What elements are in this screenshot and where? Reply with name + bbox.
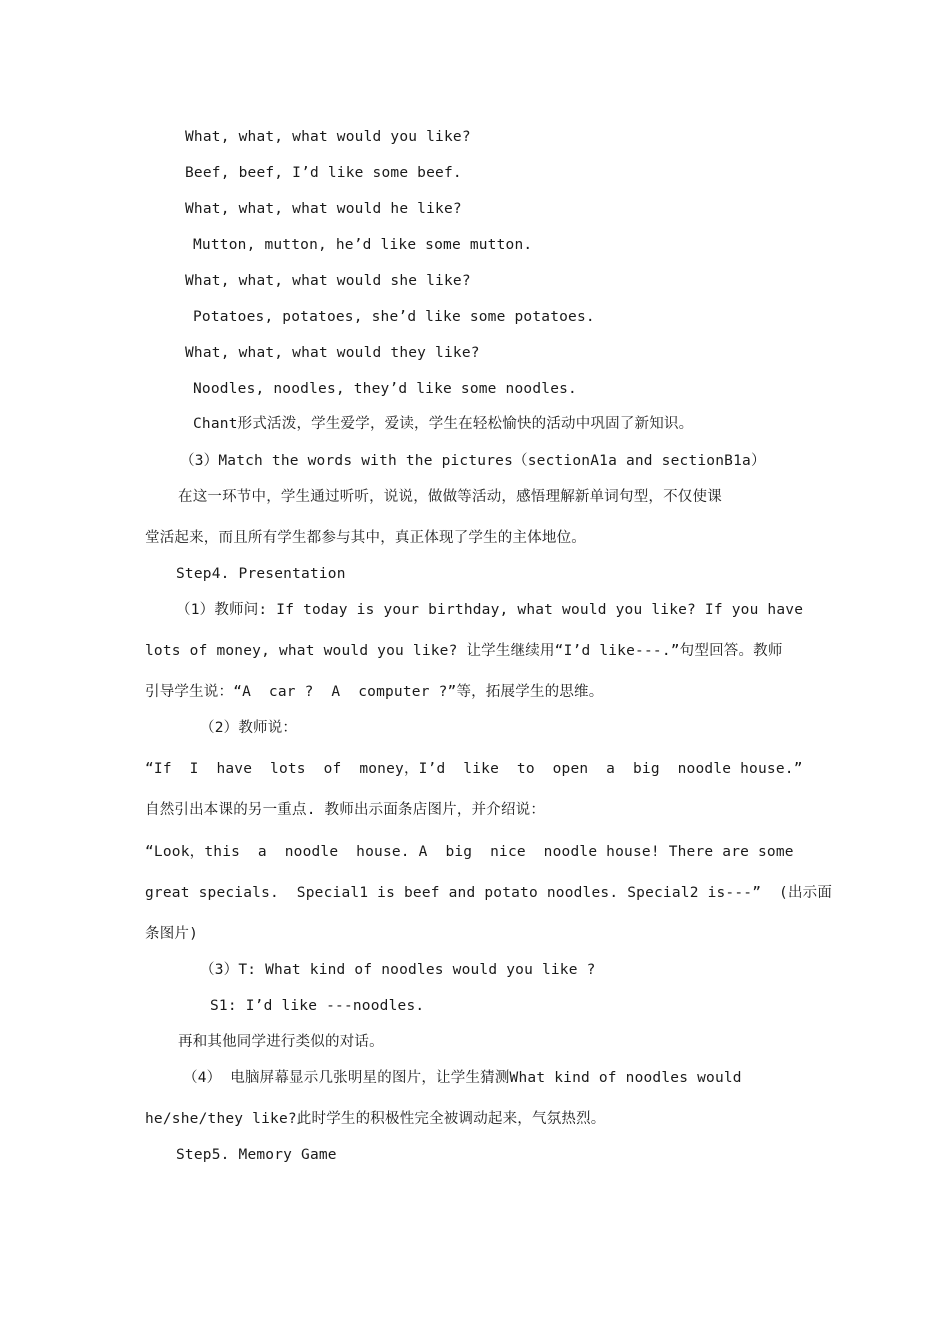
chant-line: What, what, what would he like? bbox=[185, 201, 462, 217]
step4-paragraph-line: 引导学生说：“A car ? A computer ?”等，拓展学生的思维。 bbox=[145, 684, 604, 700]
step4-paragraph-line: 再和其他同学进行类似的对话。 bbox=[178, 1034, 384, 1050]
step4-paragraph-line: （4） 电脑屏幕显示几张明星的图片，让学生猜测What kind of noodles would bbox=[183, 1070, 742, 1086]
dialogue-teacher: （3）T: What kind of noodles would you like ? bbox=[200, 962, 596, 978]
chant-line: What, what, what would she like? bbox=[185, 273, 471, 289]
step4-paragraph-line: lots of money, what would you like? 让学生继续用“I’d like---.”句型回答。教师 bbox=[145, 643, 783, 659]
step4-quote: “If I have lots of money，I’d like to open a big noodle house.” bbox=[145, 761, 803, 777]
step4-quote-line: “Look，this a noodle house. A big nice noodle house! There are some bbox=[145, 844, 794, 860]
chant-line: Noodles, noodles, they’d like some noodles. bbox=[193, 381, 577, 397]
dialogue-student: S1: I’d like ---noodles. bbox=[210, 998, 425, 1014]
match-item: （3）Match the words with the pictures（sectionA1a and sectionB1a） bbox=[180, 453, 766, 469]
chant-note: Chant形式活泼，学生爱学，爱读，学生在轻松愉快的活动中巩固了新知识。 bbox=[193, 416, 694, 432]
step4-quote-line: 条图片) bbox=[145, 926, 199, 942]
chant-line: Beef, beef, I’d like some beef. bbox=[185, 165, 462, 181]
step5-title: Step5. Memory Game bbox=[176, 1147, 337, 1163]
step4-item-label: （2）教师说： bbox=[200, 720, 298, 736]
match-note-line: 在这一环节中，学生通过听听，说说，做做等活动，感悟理解新单词句型，不仅使课 bbox=[178, 489, 722, 505]
step4-paragraph-line: 自然引出本课的另一重点. 教师出示面条店图片，并介绍说： bbox=[145, 802, 546, 818]
chant-line: What, what, what would you like? bbox=[185, 129, 471, 145]
step4-quote-line: great specials. Special1 is beef and potato noodles. Special2 is---” (出示面 bbox=[145, 885, 833, 901]
chant-line: Mutton, mutton, he’d like some mutton. bbox=[193, 237, 533, 253]
step4-paragraph-line: （1）教师问: If today is your birthday, what would you like? If you have bbox=[176, 602, 804, 618]
chant-line: What, what, what would they like? bbox=[185, 345, 480, 361]
chant-line: Potatoes, potatoes, she’d like some potatoes. bbox=[193, 309, 595, 325]
step4-paragraph-line: he/she/they like?此时学生的积极性完全被调动起来，气氛热烈。 bbox=[145, 1111, 606, 1127]
step4-title: Step4. Presentation bbox=[176, 566, 346, 582]
match-note-line: 堂活起来，而且所有学生都参与其中，真正体现了学生的主体地位。 bbox=[145, 530, 586, 546]
